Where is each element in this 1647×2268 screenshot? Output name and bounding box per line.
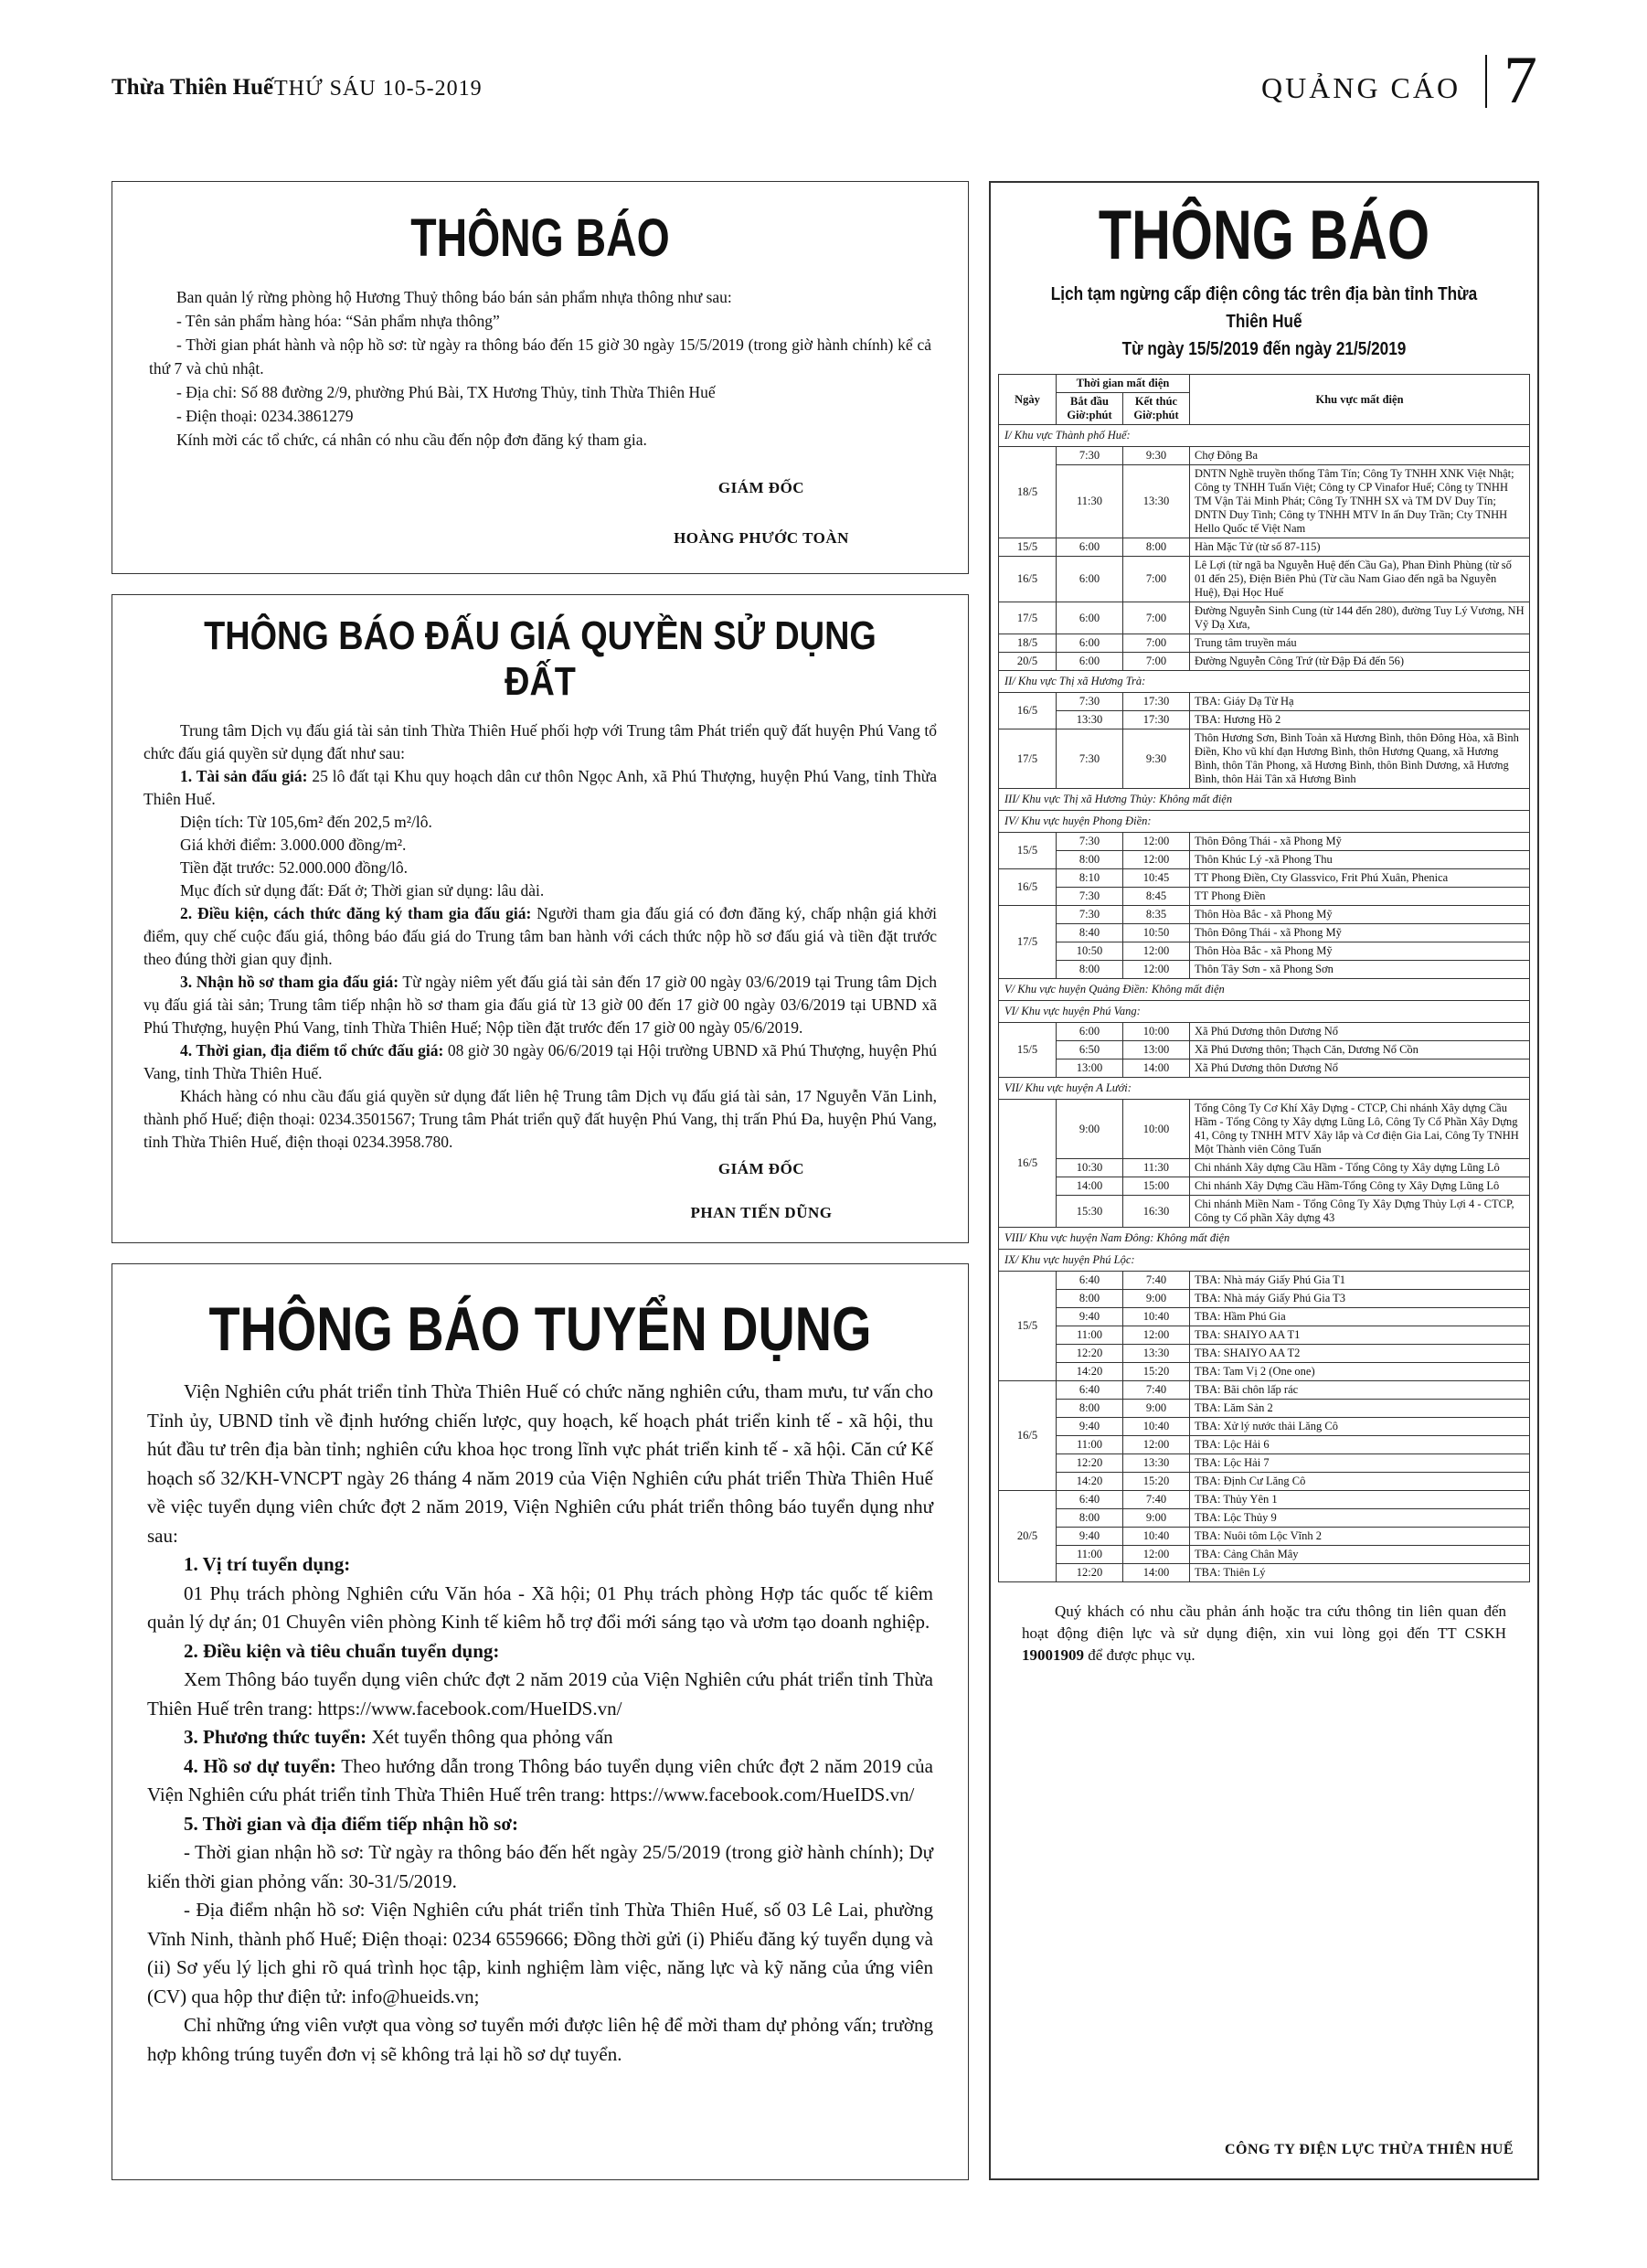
outage-date: 15/5	[999, 1272, 1057, 1381]
notice-line: - Thời gian phát hành và nộp hồ sơ: từ ngày ra thông báo đến 15 giờ 30 ngày 15/5/2019 (trong giờ hành chính) kể cả thứ 7 và chủ nhật.	[149, 335, 931, 378]
table-row	[999, 447, 1530, 465]
start-time: 6:00	[1057, 1023, 1123, 1041]
start-time: 8:10	[1057, 869, 1123, 888]
auction-contact: Khách hàng có nhu cầu đấu giá quyền sử dụng đất liên hệ Trung tâm Dịch vụ đấu giá tài sản, 17 Nguyễn Văn Linh, thành phố Huế; điện thoại: 0234.3501567; Trung tâm Phát triển quỹ đất huyện Phú Vang, thị trấn Phú Đa, huyện Phú Vang, tỉnh Thừa Thiên Huế, điện thoại 0234.3958.780.	[143, 1087, 937, 1151]
outage-area: Thôn Hòa Bắc - xã Phong Mỹ	[1190, 942, 1530, 961]
end-time: 7:00	[1123, 653, 1190, 671]
start-time: 7:30	[1057, 833, 1123, 851]
outage-date: 17/5	[999, 729, 1057, 789]
end-time: 10:00	[1123, 1023, 1190, 1041]
notice-line: - Điện thoại: 0234.3861279	[176, 407, 354, 425]
outage-area: Xã Phú Dương thôn; Thạch Căn, Dương Nổ Cồn	[1190, 1041, 1530, 1059]
outage-area: TBA: Lộc Thủy 9	[1190, 1509, 1530, 1528]
end-time: 13:30	[1123, 1345, 1190, 1363]
auction-area: Diện tích: Từ 105,6m² đến 202,5 m²/lô.	[180, 813, 432, 831]
start-time: 12:20	[1057, 1564, 1123, 1582]
end-time: 12:00	[1123, 961, 1190, 979]
table-row	[999, 942, 1530, 961]
table-row	[999, 1564, 1530, 1582]
region-label: IV/ Khu vực huyện Phong Điền:	[999, 811, 1530, 833]
outage-area: TBA: Nuôi tôm Lộc Vĩnh 2	[1190, 1528, 1530, 1546]
recruit-text-1: 01 Phụ trách phòng Nghiên cứu Văn hóa - Xã hội; 01 Phụ trách phòng Hợp tác quốc tế kiêm quản lý dự án; 01 Chuyên viên phòng Kinh tế kiêm hỗ trợ đổi mới sáng tạo và ươm tạo doanh nghiệp.	[147, 1581, 933, 1633]
notice-recruitment	[112, 1263, 969, 2180]
region-label: V/ Khu vực huyện Quảng Điền: Không mất điện	[999, 979, 1530, 1001]
recruit-text-5a: - Thời gian nhận hồ sơ: Từ ngày ra thông báo đến hết ngày 25/5/2019 (trong giờ hành chính); Dự kiến thời gian phỏng vấn: 30-31/5/2019.	[147, 1841, 933, 1892]
auction-item-4: 4. Thời gian, địa điểm tổ chức đấu giá: 08 giờ 30 ngày 06/6/2019 tại Hội trường UBND xã Phú Thượng, huyện Phú Vang, tỉnh Thừa Thiên Huế.	[143, 1041, 937, 1082]
paper-name: Thừa Thiên Huế	[112, 75, 274, 100]
table-row	[999, 869, 1530, 888]
outage-date: 16/5	[999, 1100, 1057, 1228]
outage-area: TT Phong Điền	[1190, 888, 1530, 906]
outage-area: Xã Phú Dương thôn Dương Nổ	[1190, 1059, 1530, 1078]
start-time: 7:30	[1057, 447, 1123, 465]
page-header	[0, 0, 1647, 119]
outage-area: TBA: Bãi chôn lấp rác	[1190, 1381, 1530, 1400]
start-time: 6:00	[1057, 602, 1123, 634]
outage-area: TBA: Nhà máy Giấy Phú Gia T3	[1190, 1290, 1530, 1308]
outage-area: TBA: Thủy Yên 1	[1190, 1491, 1530, 1509]
notice-line: - Địa chỉ: Số 88 đường 2/9, phường Phú Bài, TX Hương Thủy, tỉnh Thừa Thiên Huế	[176, 383, 716, 401]
start-time: 6:40	[1057, 1272, 1123, 1290]
table-row	[999, 1041, 1530, 1059]
outage-area: TBA: Lộc Hải 7	[1190, 1454, 1530, 1473]
end-time: 8:00	[1123, 538, 1190, 557]
start-time: 8:00	[1057, 1400, 1123, 1418]
notice-title: THÔNG BÁO	[1098, 197, 1430, 274]
notice-line: Ban quản lý rừng phòng hộ Hương Thuỷ thông báo bán sản phẩm nhựa thông như sau:	[176, 288, 732, 306]
outage-date: 17/5	[999, 602, 1057, 634]
section-name: QUẢNG CÁO	[1261, 71, 1461, 104]
end-time: 13:30	[1123, 465, 1190, 538]
outage-area: TBA: Tam Vị 2 (One one)	[1190, 1363, 1530, 1381]
end-time: 12:00	[1123, 851, 1190, 869]
end-time: 9:30	[1123, 729, 1190, 789]
outage-area: TBA: Nhà máy Giấy Phú Gia T1	[1190, 1272, 1530, 1290]
outage-area: Thôn Đông Thái - xã Phong Mỹ	[1190, 833, 1530, 851]
region-header	[999, 1228, 1530, 1250]
start-time: 6:00	[1057, 557, 1123, 602]
end-time: 7:40	[1123, 1272, 1190, 1290]
end-time: 11:30	[1123, 1159, 1190, 1177]
start-time: 10:30	[1057, 1159, 1123, 1177]
start-time: 7:30	[1057, 729, 1123, 789]
table-row	[999, 557, 1530, 602]
region-header	[999, 1001, 1530, 1023]
end-time: 10:00	[1123, 1100, 1190, 1159]
table-row	[999, 729, 1530, 789]
end-time: 10:50	[1123, 924, 1190, 942]
end-time: 17:30	[1123, 711, 1190, 729]
outage-schedule-table	[998, 374, 1530, 1582]
end-time: 10:40	[1123, 1418, 1190, 1436]
col-end-header: Kết thúc Giờ:phút	[1123, 393, 1190, 425]
region-label: III/ Khu vực Thị xã Hương Thủy: Không mất điện	[999, 789, 1530, 811]
end-time: 15:20	[1123, 1473, 1190, 1491]
end-time: 7:00	[1123, 602, 1190, 634]
table-row	[999, 465, 1530, 538]
outage-area: TT Phong Điền, Cty Glassvico, Frit Phú Xuân, Phenica	[1190, 869, 1530, 888]
table-row	[999, 1473, 1530, 1491]
table-row	[999, 924, 1530, 942]
auction-item-3: 3. Nhận hồ sơ tham gia đấu giá: Từ ngày niêm yết đấu giá tài sản đến 17 giờ 00 ngày 03/6/2019 tại Trung tâm Dịch vụ đấu giá tài sản; Trung tâm tiếp nhận hồ sơ tham gia đấu giá từ 13 giờ 00 đến 17 giờ 00 ngày 03/6/2019 tại UBND xã Phú Thượng, huyện Phú Vang, tỉnh Thừa Thiên Huế; Nộp tiền đặt trước đến 17 giờ 00 ngày 05/6/2019.	[143, 973, 937, 1037]
outage-date: 18/5	[999, 634, 1057, 653]
end-time: 7:40	[1123, 1381, 1190, 1400]
outage-area: Chi nhánh Miền Nam - Tổng Công Ty Xây Dựng Thủy Lợi 4 - CTCP, Công ty Cổ phần Xây dựng 43	[1190, 1196, 1530, 1228]
notice-forest-resin	[112, 181, 969, 574]
end-time: 8:35	[1123, 906, 1190, 924]
table-row	[999, 1345, 1530, 1363]
start-time: 9:40	[1057, 1418, 1123, 1436]
end-time: 12:00	[1123, 833, 1190, 851]
region-header	[999, 789, 1530, 811]
table-row	[999, 888, 1530, 906]
table-row	[999, 1546, 1530, 1564]
table-row	[999, 1272, 1530, 1290]
outage-area: TBA: Lăm Sản 2	[1190, 1400, 1530, 1418]
outage-date: 15/5	[999, 1023, 1057, 1078]
outage-area: Chợ Đông Ba	[1190, 447, 1530, 465]
start-time: 6:50	[1057, 1041, 1123, 1059]
start-time: 6:00	[1057, 634, 1123, 653]
table-row	[999, 1290, 1530, 1308]
start-time: 8:40	[1057, 924, 1123, 942]
region-label: I/ Khu vực Thành phố Huế:	[999, 425, 1530, 447]
start-time: 11:00	[1057, 1546, 1123, 1564]
table-row	[999, 653, 1530, 671]
outage-date: 16/5	[999, 693, 1057, 729]
recruit-intro: Viện Nghiên cứu phát triển tỉnh Thừa Thiên Huế có chức năng nghiên cứu, tham mưu, tư vấn cho Tỉnh ủy, UBND tỉnh về định hướng chiến lược, quy hoạch, kế hoạch phát triển kinh tế - xã hội, thu hút đầu tư trên địa bàn tỉnh; nghiên cứu khoa học trong lĩnh vực phát triển kinh tế - xã hội. Căn cứ Kế hoạch số 32/KH-VNCPT ngày 26 tháng 4 năm 2019 của Viện Nghiên cứu phát triển Thừa Thiên Huế về việc tuyển dụng viên chức đợt 2 năm 2019, Viện Nghiên cứu phát triển thông báo tuyển dụng như sau:	[147, 1380, 933, 1547]
recruit-text-5b: - Địa điểm nhận hồ sơ: Viện Nghiên cứu phát triển tỉnh Thừa Thiên Huế, số 03 Lê Lai, phường Vĩnh Ninh, thành phố Huế; Điện thoại: 0234 6559666; Đồng thời gửi (i) Phiếu đăng ký tuyển dụng và (ii) Sơ yếu lý lịch ghi rõ quá trình học tập, kinh nghiệm làm việc, năng lực và kỹ năng của ứng viên (CV) qua hộp thư điện tử: info@hueids.vn;	[147, 1899, 933, 2007]
outage-area: Thôn Hòa Bắc - xã Phong Mỹ	[1190, 906, 1530, 924]
end-time: 9:00	[1123, 1509, 1190, 1528]
outage-area: Chi nhánh Xây dựng Cầu Hầm - Tổng Công ty Xây dựng Lũng Lô	[1190, 1159, 1530, 1177]
region-label: VIII/ Khu vực huyện Nam Đông: Không mất điện	[999, 1228, 1530, 1250]
start-time: 7:30	[1057, 888, 1123, 906]
outage-subtitle-1: Lịch tạm ngừng cấp điện công tác trên địa bàn tỉnh Thừa Thiên Huế	[1050, 284, 1478, 332]
table-row	[999, 1059, 1530, 1078]
outage-area: TBA: Hầm Phú Gia	[1190, 1308, 1530, 1326]
start-time: 14:20	[1057, 1473, 1123, 1491]
outage-area: TBA: Định Cư Lăng Cô	[1190, 1473, 1530, 1491]
start-time: 12:20	[1057, 1454, 1123, 1473]
table-row	[999, 1454, 1530, 1473]
start-time: 7:30	[1057, 906, 1123, 924]
notice-land-auction	[112, 594, 969, 1243]
table-row	[999, 1363, 1530, 1381]
end-time: 10:40	[1123, 1308, 1190, 1326]
end-time: 15:20	[1123, 1363, 1190, 1381]
table-row	[999, 1159, 1530, 1177]
table-row	[999, 1326, 1530, 1345]
end-time: 15:00	[1123, 1177, 1190, 1196]
start-time: 8:00	[1057, 961, 1123, 979]
outage-area: TBA: Giáy Dạ Từ Hạ	[1190, 693, 1530, 711]
notice-power-outage	[989, 181, 1539, 2180]
page-number: 7	[1504, 43, 1537, 118]
table-row	[999, 602, 1530, 634]
region-label: VII/ Khu vực huyện A Lưới:	[999, 1078, 1530, 1100]
region-label: II/ Khu vực Thị xã Hương Trà:	[999, 671, 1530, 693]
start-time: 14:00	[1057, 1177, 1123, 1196]
outage-area: Thôn Khúc Lý -xã Phong Thu	[1190, 851, 1530, 869]
end-time: 14:00	[1123, 1564, 1190, 1582]
recruit-text-2: Xem Thông báo tuyển dụng viên chức đợt 2 năm 2019 của Viện Nghiên cứu phát triển tỉnh Thừa Thiên Huế trên trang: https://www.facebook.com/HueIDS.vn/	[147, 1668, 933, 1720]
start-time: 8:00	[1057, 851, 1123, 869]
table-row	[999, 961, 1530, 979]
col-date-header: Ngày	[999, 375, 1057, 425]
table-row	[999, 693, 1530, 711]
table-row	[999, 1023, 1530, 1041]
start-time: 8:00	[1057, 1509, 1123, 1528]
outage-date: 17/5	[999, 906, 1057, 979]
outage-date: 16/5	[999, 1381, 1057, 1491]
auction-item-1: 1. Tài sản đấu giá: 25 lô đất tại Khu quy hoạch dân cư thôn Ngọc Anh, xã Phú Thượng, huyện Phú Vang, tỉnh Thừa Thiên Huế.	[143, 767, 937, 808]
table-row	[999, 1436, 1530, 1454]
table-row	[999, 1196, 1530, 1228]
table-row	[999, 1381, 1530, 1400]
start-time: 9:40	[1057, 1308, 1123, 1326]
signer-title: GIÁM ĐỐC	[717, 1160, 805, 1177]
outage-date: 15/5	[999, 538, 1057, 557]
end-time: 8:45	[1123, 888, 1190, 906]
recruit-item-4: 4. Hồ sơ dự tuyển: Theo hướng dẫn trong Thông báo tuyển dụng viên chức đợt 2 năm 2019 của Viện Nghiên cứu phát triển tỉnh Thừa Thiên Huế trên trang: https://www.facebook.com/HueIDS.vn/	[147, 1754, 933, 1805]
auction-intro: Trung tâm Dịch vụ đấu giá tài sản tỉnh Thừa Thiên Huế phối hợp với Trung tâm Phát triển quỹ đất huyện Phú Vang tổ chức đấu giá quyền sử dụng đất như sau:	[143, 721, 937, 762]
end-time: 12:00	[1123, 1546, 1190, 1564]
notice-title: THÔNG BÁO TUYỂN DỤNG	[208, 1294, 872, 1364]
end-time: 14:00	[1123, 1059, 1190, 1078]
region-header	[999, 425, 1530, 447]
col-start-header: Bắt đầu Giờ:phút	[1057, 393, 1123, 425]
start-time: 11:30	[1057, 465, 1123, 538]
outage-area: Thôn Hương Sơn, Bình Toản xã Hương Bình, thôn Đông Hòa, xã Bình Điền, Kho vũ khí đạn Hương Bình, thôn Hương Quang, xã Hương Bình, thôn Tân Phong, xã Hương Bình, thôn Bình Dương, xã Hương Bình, thôn Hải Tân xã Hương Bình	[1190, 729, 1530, 789]
outage-date: 16/5	[999, 869, 1057, 906]
table-row	[999, 1308, 1530, 1326]
recruit-heading-1: 1. Vị trí tuyển dụng:	[184, 1553, 351, 1575]
start-time: 12:20	[1057, 1345, 1123, 1363]
start-time: 6:00	[1057, 538, 1123, 557]
start-time: 6:40	[1057, 1491, 1123, 1509]
outage-area: Trung tâm truyền máu	[1190, 634, 1530, 653]
auction-item-2: 2. Điều kiện, cách thức đăng ký tham gia đấu giá: Người tham gia đấu giá có đơn đăng ký, chấp nhận giá khởi điểm, quy chế cuộc đấu giá, thông báo đấu giá do Trung tâm ban hành với cách thức nộp hồ sơ đấu giá và tiền đặt trước theo đúng thời gian quy định.	[143, 904, 937, 968]
outage-date: 16/5	[999, 557, 1057, 602]
outage-area: Xã Phú Dương thôn Dương Nổ	[1190, 1023, 1530, 1041]
end-time: 16:30	[1123, 1196, 1190, 1228]
end-time: 12:00	[1123, 1436, 1190, 1454]
table-row	[999, 851, 1530, 869]
outage-area: TBA: SHAIYO AA T2	[1190, 1345, 1530, 1363]
end-time: 12:00	[1123, 1326, 1190, 1345]
end-time: 9:00	[1123, 1290, 1190, 1308]
outage-subtitle	[1029, 281, 1499, 363]
table-row	[999, 1491, 1530, 1509]
region-header	[999, 811, 1530, 833]
start-time: 6:40	[1057, 1381, 1123, 1400]
outage-area: Chi nhánh Xây Dựng Cầu Hầm-Tổng Công ty Xây Dựng Lũng Lô	[1190, 1177, 1530, 1196]
table-row	[999, 634, 1530, 653]
notice-title: THÔNG BÁO ĐẤU GIÁ QUYỀN SỬ DỤNG ĐẤT	[204, 613, 877, 704]
outage-area: TBA: Cảng Chân Mây	[1190, 1546, 1530, 1564]
auction-deposit: Tiền đặt trước: 52.000.000 đồng/lô.	[180, 858, 408, 877]
table-row	[999, 711, 1530, 729]
outage-area: DNTN Nghề truyền thống Tâm Tín; Công Ty TNHH XNK Việt Nhật; Công ty TNHH Tuấn Việt; Công ty CP Vinafor Huế; Công ty TNHH TM Vận Tải Minh Phát; Công Ty TNHH SX và TM DV Duy Tín; DNTN Duy Tình; Công ty TNHH MTV In ấn Duy Trần; Cty TNHH Hello Quốc tế Việt Nam	[1190, 465, 1530, 538]
recruit-item-3: 3. Phương thức tuyển: Xét tuyển thông qua phỏng vấn	[184, 1726, 613, 1748]
start-time: 10:50	[1057, 942, 1123, 961]
outage-area: Đường Nguyễn Công Trứ (từ Đập Đá đến 56)	[1190, 653, 1530, 671]
region-header	[999, 1250, 1530, 1272]
start-time: 11:00	[1057, 1436, 1123, 1454]
company-name: CÔNG TY ĐIỆN LỰC THỪA THIÊN HUẾ	[1225, 2142, 1514, 2157]
signer-name: PHAN TIẾN DŨNG	[690, 1204, 833, 1221]
start-time: 15:30	[1057, 1196, 1123, 1228]
end-time: 12:00	[1123, 942, 1190, 961]
end-time: 7:00	[1123, 557, 1190, 602]
outage-area: Lê Lợi (từ ngã ba Nguyễn Huệ đến Cầu Ga), Phan Đình Phùng (từ số 01 đến 25), Điện Biên Phủ (Từ cầu Nam Giao đến ngã ba Nguyễn Huệ), Đại Học Huế	[1190, 557, 1530, 602]
col-area-header: Khu vực mất điện	[1190, 375, 1530, 425]
end-time: 9:00	[1123, 1400, 1190, 1418]
recruit-heading-5: 5. Thời gian và địa điểm tiếp nhận hồ sơ:	[184, 1812, 518, 1835]
table-row	[999, 1177, 1530, 1196]
recruit-text-5c: Chỉ những ứng viên vượt qua vòng sơ tuyển mới được liên hệ để mời tham dự phỏng vấn; trường hợp không trúng tuyển đơn vị sẽ không trả lại hồ sơ dự tuyển.	[147, 2014, 933, 2065]
recruit-heading-2: 2. Điều kiện và tiêu chuẩn tuyển dụng:	[184, 1639, 500, 1662]
table-row	[999, 1100, 1530, 1159]
auction-purpose: Mục đích sử dụng đất: Đất ở; Thời gian sử dụng: lâu dài.	[180, 881, 545, 900]
end-time: 9:30	[1123, 447, 1190, 465]
notice-title: THÔNG BÁO	[410, 208, 670, 268]
signer-title: GIÁM ĐỐC	[717, 479, 805, 496]
end-time: 13:00	[1123, 1041, 1190, 1059]
start-time: 13:30	[1057, 711, 1123, 729]
region-header	[999, 671, 1530, 693]
table-row	[999, 833, 1530, 851]
start-time: 9:40	[1057, 1528, 1123, 1546]
outage-footer: Quý khách có nhu cầu phản ánh hoặc tra cứu thông tin liên quan đến hoạt động điện lực và sử dụng điện, xin vui lòng gọi đến TT CSKH 19001909 để được phục vụ.	[1022, 1603, 1506, 1664]
start-time: 7:30	[1057, 693, 1123, 711]
region-header	[999, 1078, 1530, 1100]
outage-date: 15/5	[999, 833, 1057, 869]
notice-line: Kính mời các tổ chức, cá nhân có nhu cầu đến nộp đơn đăng ký tham gia.	[176, 431, 647, 449]
col-time-header: Thời gian mất điện	[1057, 375, 1190, 393]
outage-area: TBA: Hương Hồ 2	[1190, 711, 1530, 729]
start-time: 6:00	[1057, 653, 1123, 671]
table-row	[999, 538, 1530, 557]
end-time: 7:40	[1123, 1491, 1190, 1509]
end-time: 7:00	[1123, 634, 1190, 653]
signer-name: HOÀNG PHƯỚC TOÀN	[674, 529, 849, 547]
end-time: 17:30	[1123, 693, 1190, 711]
start-time: 11:00	[1057, 1326, 1123, 1345]
start-time: 8:00	[1057, 1290, 1123, 1308]
auction-start-price: Giá khởi điểm: 3.000.000 đồng/m².	[180, 836, 407, 854]
outage-area: Đường Nguyễn Sinh Cung (từ 144 đến 280), đường Tuy Lý Vương, NH Vỹ Dạ Xưa,	[1190, 602, 1530, 634]
end-time: 13:30	[1123, 1454, 1190, 1473]
outage-area: Hàn Mặc Tử (từ số 87-115)	[1190, 538, 1530, 557]
outage-area: TBA: Thiên Lý	[1190, 1564, 1530, 1582]
outage-area: Thôn Tây Sơn - xã Phong Sơn	[1190, 961, 1530, 979]
notice-line: - Tên sản phẩm hàng hóa: “Sản phẩm nhựa thông”	[176, 312, 500, 330]
outage-area: Tổng Công Ty Cơ Khí Xây Dựng - CTCP, Chi nhánh Xây dựng Cầu Hầm - Tổng Công ty Xây dựng Lũng Lô, Công Ty Cổ Phần Xây Dựng 41, Công ty TNHH MTV Xây lắp và Cơ điện Gia Lai, Công Ty TNHH Một Thành viên Công Tuấn	[1190, 1100, 1530, 1159]
start-time: 9:00	[1057, 1100, 1123, 1159]
outage-area: TBA: Xử lý nước thải Lăng Cô	[1190, 1418, 1530, 1436]
header-divider	[1485, 55, 1487, 108]
end-time: 10:45	[1123, 869, 1190, 888]
table-row	[999, 906, 1530, 924]
region-header	[999, 979, 1530, 1001]
outage-subtitle-2: Từ ngày 15/5/2019 đến ngày 21/5/2019	[1121, 339, 1407, 359]
outage-date: 18/5	[999, 447, 1057, 538]
table-row	[999, 1528, 1530, 1546]
region-label: VI/ Khu vực huyện Phú Vang:	[999, 1001, 1530, 1023]
table-row	[999, 1418, 1530, 1436]
outage-date: 20/5	[999, 1491, 1057, 1582]
table-row	[999, 1509, 1530, 1528]
table-row	[999, 1400, 1530, 1418]
start-time: 13:00	[1057, 1059, 1123, 1078]
outage-area: Thôn Đông Thái - xã Phong Mỹ	[1190, 924, 1530, 942]
end-time: 10:40	[1123, 1528, 1190, 1546]
outage-area: TBA: Lộc Hải 6	[1190, 1436, 1530, 1454]
start-time: 14:20	[1057, 1363, 1123, 1381]
region-label: IX/ Khu vực huyện Phú Lộc:	[999, 1250, 1530, 1272]
outage-date: 20/5	[999, 653, 1057, 671]
issue-date: THỨ SÁU 10-5-2019	[274, 77, 483, 101]
outage-area: TBA: SHAIYO AA T1	[1190, 1326, 1530, 1345]
